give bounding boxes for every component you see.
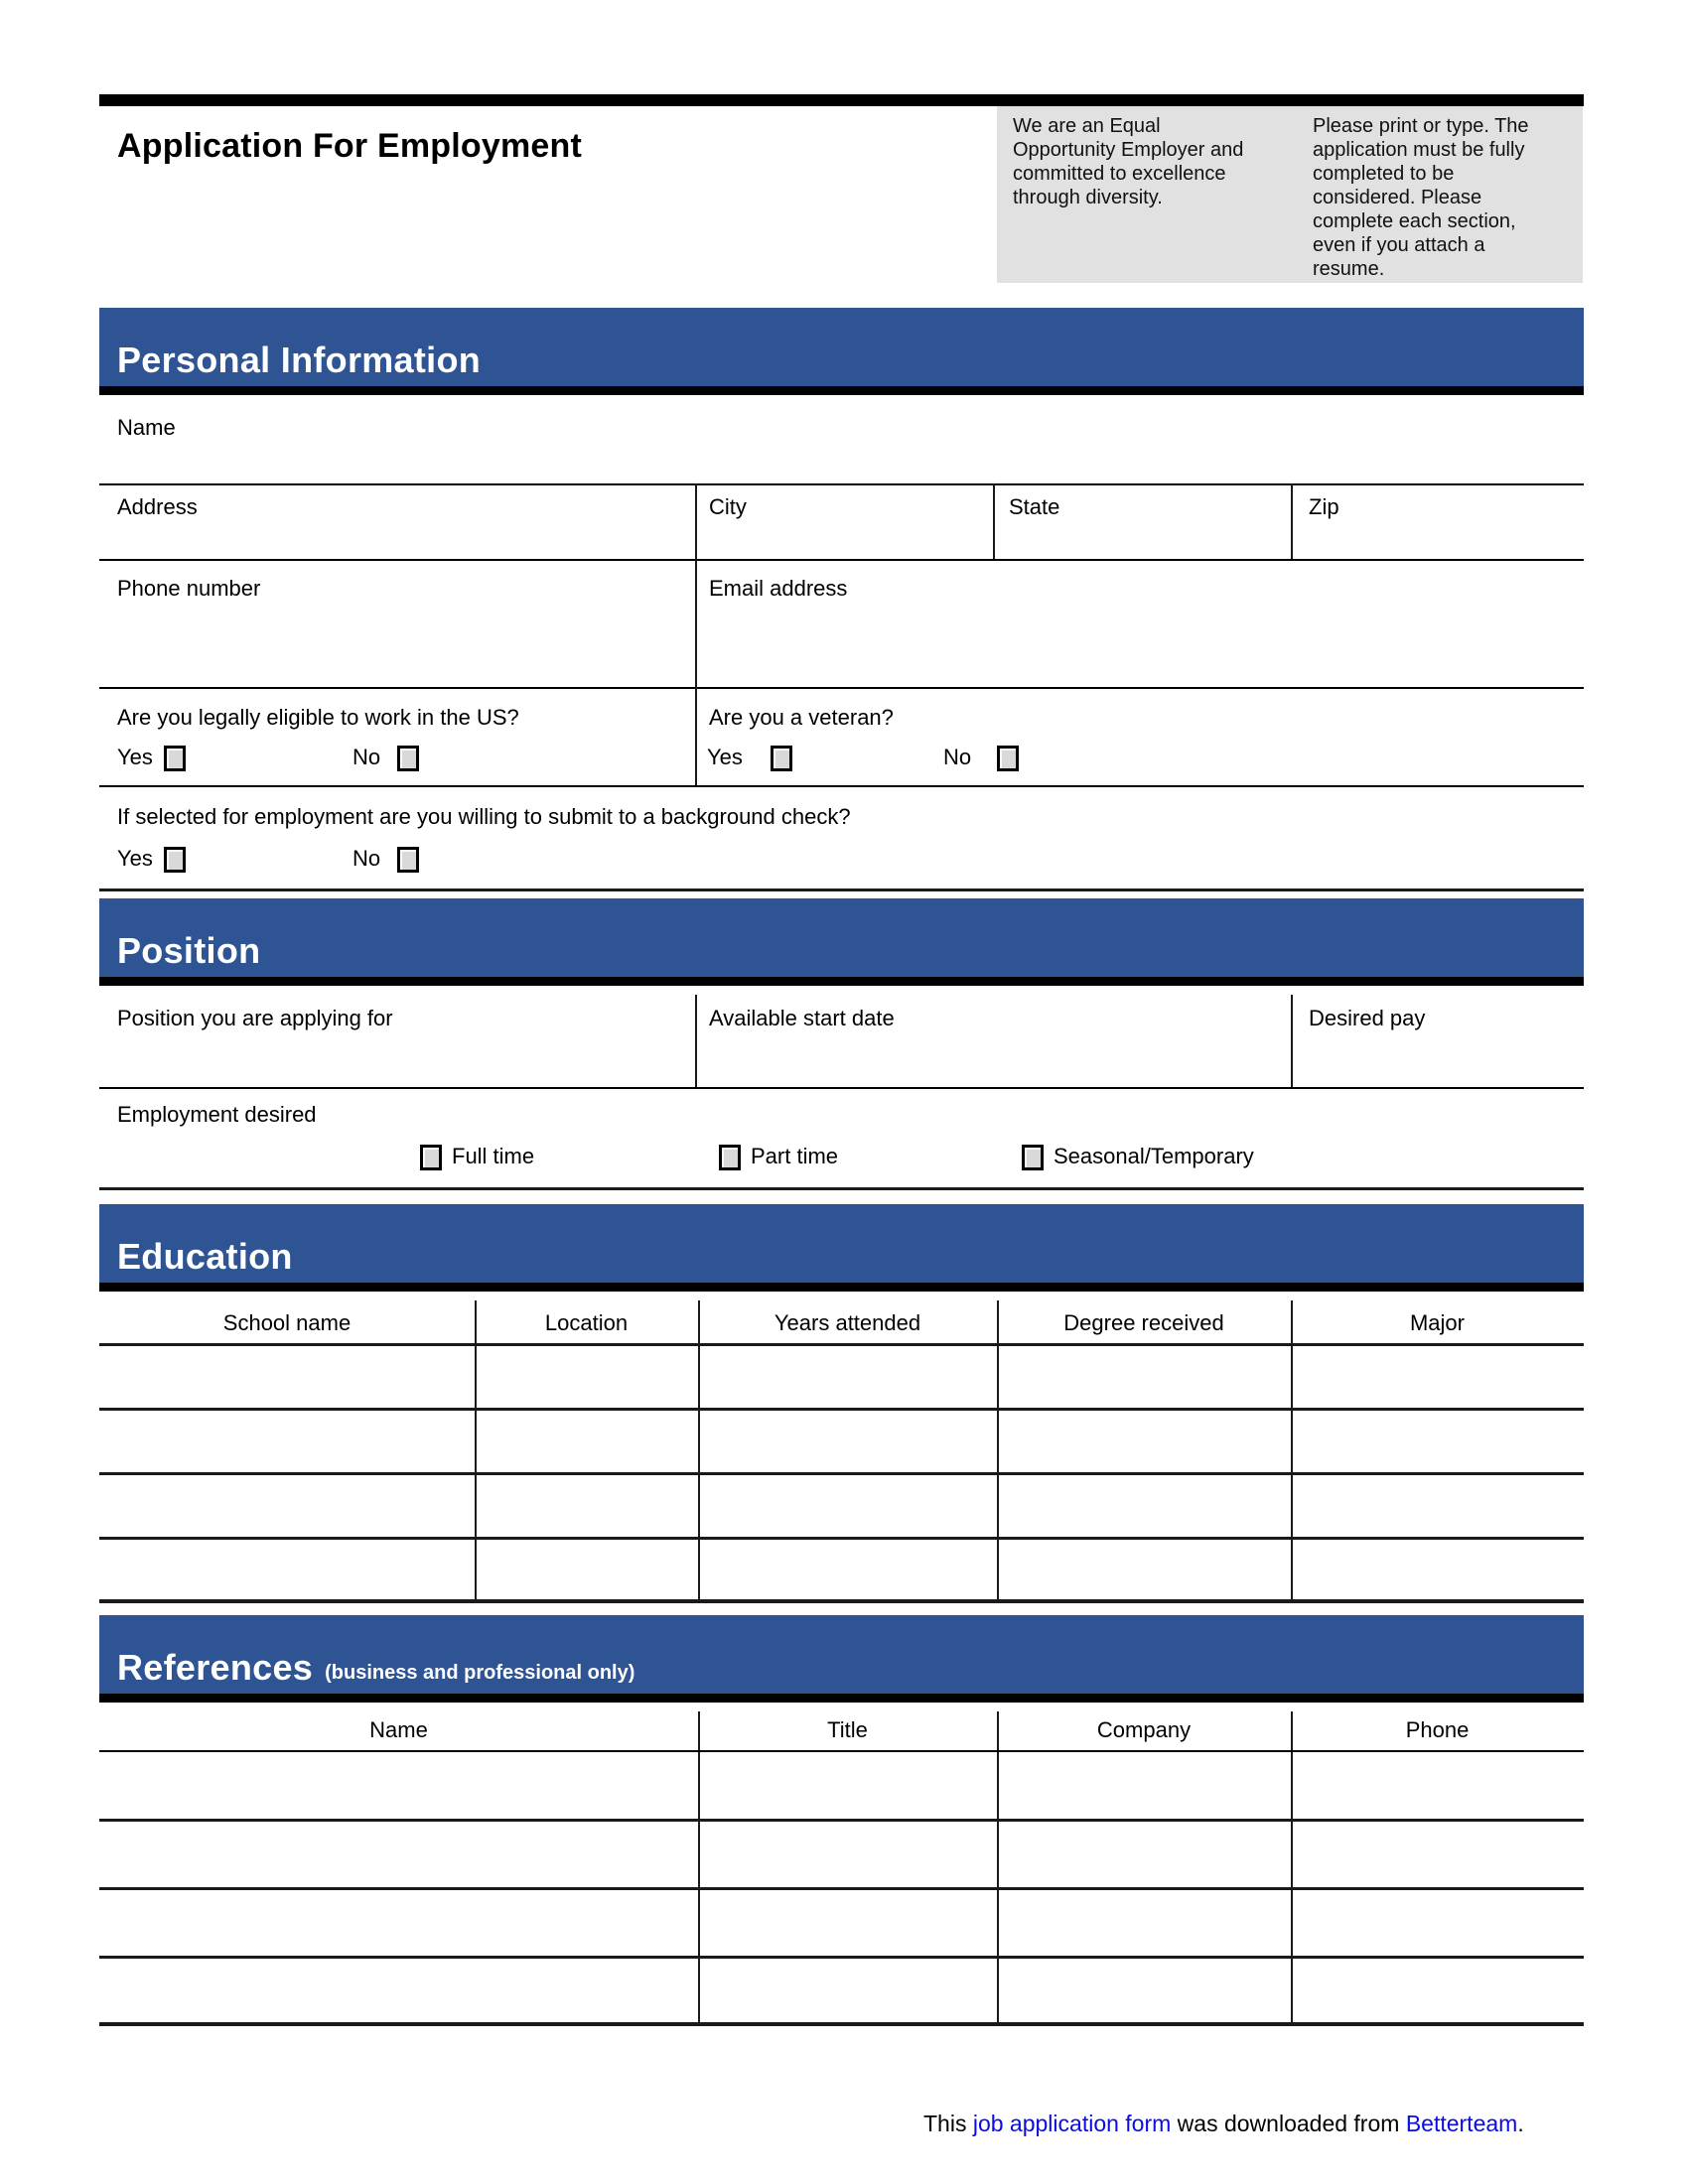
- full-time-label: Full time: [452, 1144, 535, 1168]
- education-column-major: Major: [1409, 1310, 1465, 1335]
- background-yes-checkbox[interactable]: [164, 847, 186, 873]
- phone-label: Phone number: [117, 576, 261, 601]
- full-time-checkbox[interactable]: [420, 1145, 442, 1170]
- table-line: [1291, 1711, 1293, 2025]
- section-header-education: [99, 1204, 1584, 1292]
- applying-for-label: Position you are applying for: [117, 1006, 393, 1030]
- eligible-no-checkbox[interactable]: [397, 746, 419, 771]
- name-label: Name: [117, 415, 176, 440]
- notice-eeo-text: We are an Equal Opportunity Employer and committed to excellence through diversity.: [1013, 115, 1244, 208]
- section-subtitle-references: (business and professional only): [325, 1662, 635, 1684]
- eligible-yes-label: Yes: [117, 745, 153, 769]
- table-line: [99, 1087, 1584, 1089]
- references-column-name: Name: [369, 1717, 428, 1742]
- eligible-no-label: No: [352, 745, 381, 769]
- veteran-no-checkbox[interactable]: [997, 746, 1019, 771]
- email-label: Email address: [709, 576, 848, 601]
- veteran-no-label: No: [943, 745, 972, 769]
- state-label: State: [1009, 494, 1060, 519]
- table-line: [99, 1819, 1584, 1822]
- table-line: [99, 888, 1584, 891]
- start-date-label: Available start date: [709, 1006, 895, 1030]
- notice-instructions-text: Please print or type. The application must be fully completed to be considered. Please complete each section, even if you attach a resume.: [1313, 115, 1529, 280]
- table-line: [99, 687, 1584, 689]
- footer-attribution: [923, 2111, 1524, 2137]
- education-column-years-attended: Years attended: [774, 1310, 921, 1335]
- city-label: City: [709, 494, 747, 519]
- table-line: [99, 1408, 1584, 1411]
- table-line: [99, 1887, 1584, 1890]
- table-line: [99, 1750, 1584, 1752]
- notice-box: [997, 106, 1583, 283]
- job-application-form-link[interactable]: job application form: [972, 2111, 1172, 2136]
- section-title-position: Position: [117, 930, 261, 971]
- table-line: [99, 1537, 1584, 1540]
- section-title-personal-information: Personal Information: [117, 340, 482, 380]
- table-line: [99, 1343, 1584, 1346]
- address-label: Address: [117, 494, 198, 519]
- table-line: [695, 559, 697, 687]
- table-line: [99, 785, 1584, 787]
- education-column-location: Location: [544, 1310, 629, 1335]
- background-yes-label: Yes: [117, 846, 153, 871]
- top-rule: [99, 94, 1584, 106]
- section-title-references: References: [117, 1647, 314, 1688]
- table-line: [1291, 483, 1293, 559]
- background-no-checkbox[interactable]: [397, 847, 419, 873]
- name-input-area[interactable]: [99, 427, 1569, 477]
- part-time-checkbox[interactable]: [719, 1145, 741, 1170]
- seasonal-temporary-checkbox[interactable]: [1022, 1145, 1044, 1170]
- veteran-question-label: Are you a veteran?: [709, 705, 894, 730]
- part-time-label: Part time: [751, 1144, 839, 1168]
- zip-label: Zip: [1309, 494, 1339, 519]
- desired-pay-label: Desired pay: [1309, 1006, 1426, 1030]
- section-header-references: [99, 1615, 1584, 1703]
- education-column-school-name: School name: [222, 1310, 352, 1335]
- table-line: [1291, 995, 1293, 1087]
- seasonal-temporary-label: Seasonal/Temporary: [1054, 1144, 1254, 1168]
- table-line: [695, 687, 697, 785]
- table-line: [99, 2022, 1584, 2026]
- section-title-education: Education: [117, 1236, 293, 1277]
- table-line: [695, 483, 697, 559]
- references-column-company: Company: [1096, 1717, 1192, 1742]
- references-column-phone: Phone: [1405, 1717, 1470, 1742]
- table-line: [698, 1711, 700, 2025]
- table-line: [993, 483, 995, 559]
- background-question-label: If selected for employment are you willing to submit to a background check?: [117, 804, 851, 829]
- veteran-yes-label: Yes: [707, 745, 743, 769]
- table-line: [99, 1956, 1584, 1959]
- table-line: [99, 559, 1584, 561]
- section-header-personal-information: [99, 308, 1584, 395]
- page-title: Application For Employment: [117, 127, 583, 165]
- references-column-title: Title: [827, 1717, 868, 1742]
- table-line: [695, 995, 697, 1087]
- veteran-yes-checkbox[interactable]: [771, 746, 792, 771]
- background-no-label: No: [352, 846, 381, 871]
- betterteam-link[interactable]: Betterteam: [1405, 2111, 1518, 2136]
- eligible-question-label: Are you legally eligible to work in the US?: [117, 705, 519, 730]
- table-line: [99, 1472, 1584, 1475]
- table-line: [99, 1599, 1584, 1603]
- section-header-position: [99, 898, 1584, 986]
- eligible-yes-checkbox[interactable]: [164, 746, 186, 771]
- education-column-degree-received: Degree received: [1063, 1310, 1224, 1335]
- footer-text-middle: was downloaded from: [1171, 2111, 1406, 2136]
- table-line: [997, 1711, 999, 2025]
- employment-desired-label: Employment desired: [117, 1102, 317, 1127]
- table-line: [99, 1187, 1584, 1190]
- footer-text-suffix: .: [1517, 2111, 1524, 2136]
- table-line: [99, 483, 1584, 485]
- footer-text-prefix: This: [923, 2111, 973, 2136]
